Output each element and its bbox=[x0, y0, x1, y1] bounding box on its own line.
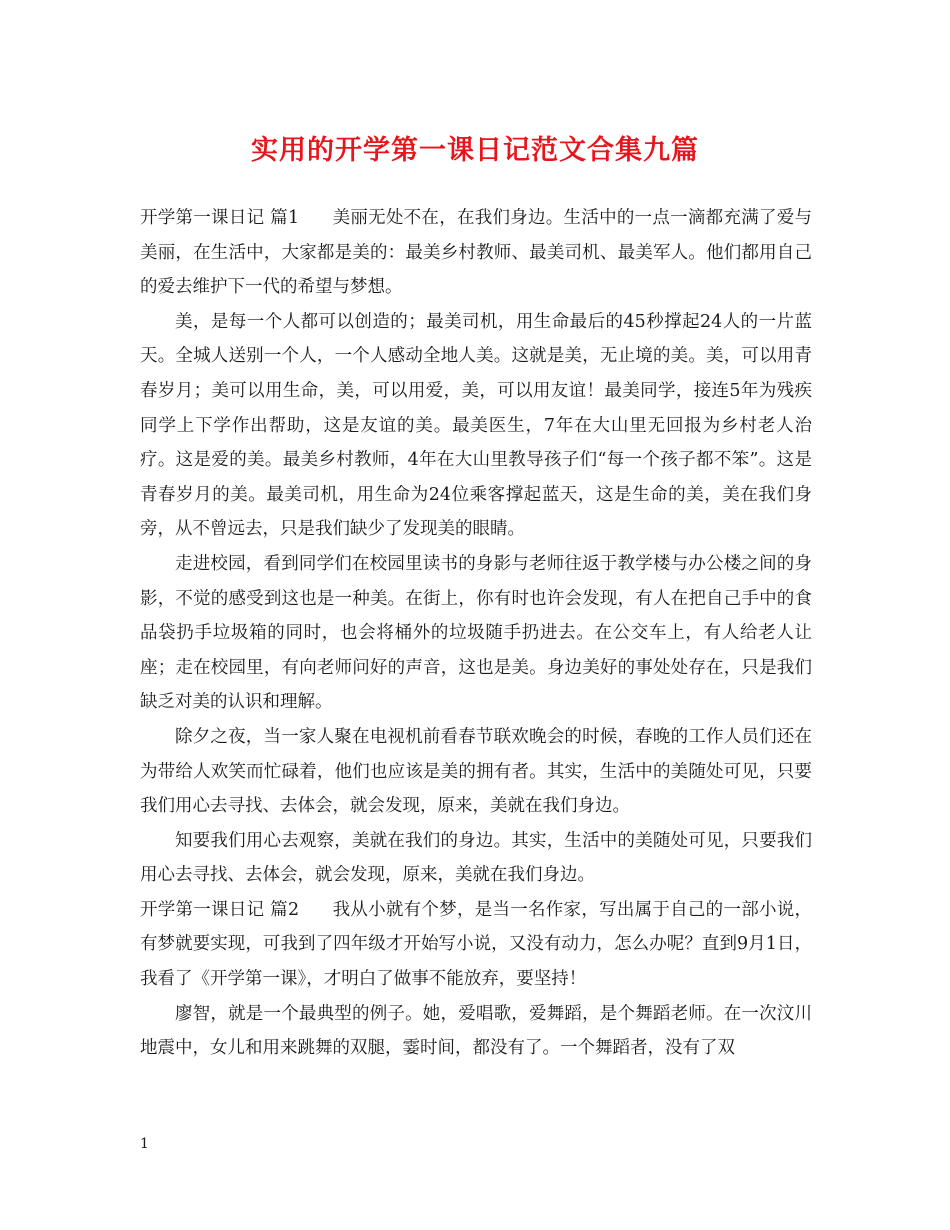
paragraph: 美，是每一个人都可以创造的；最美司机，用生命最后的45秒撑起24人的一片蓝天。全城人送别一个人，一个人感动全地人美。这就是美，无止境的美。美，可以用青春岁月；美可以用生命，美，可以用爱，美，可以用友谊！最美同学，接连5年为残疾同学上下学作出帮助，这是友谊的美。最美医生，7年在大山里无回报为乡村老人治疗。这是爱的美。最美乡村教师，4年在大山里教导孩子们“每一个孩子都不笨”。这是青春岁月的美。最美司机，用生命为24位乘客撑起蓝天，这是生命的美，美在我们身旁，从不曾远去，只是我们缺少了发现美的眼睛。 bbox=[140, 311, 812, 540]
section-2-intro bbox=[140, 893, 812, 997]
section-1-first-paragraph: 美丽无处不在，在我们身边。生活中的一点一滴都充满了爱与美丽，在生活中，大家都是美的：最美乡村教师、最美司机、最美军人。他们都用自己的爱去维护下一代的希望与梦想。 bbox=[140, 208, 813, 298]
section-2-first-paragraph: 我从小就有个梦，是当一名作家，写出属于自己的一部小说，有梦就要实现，可我到了四年级才开始写小说，又没有动力，怎么办呢？直到9月1日，我看了《开学第一课》，才明白了做事不能放弃，要坚持！ bbox=[140, 899, 813, 990]
section-1-label: 开学第一课日记 篇1 bbox=[140, 208, 300, 228]
document-title: 实用的开学第一课日记范文合集九篇 bbox=[251, 135, 699, 166]
document-body bbox=[140, 201, 812, 1066]
paragraph: 知要我们用心去观察，美就在我们的身边。其实，生活中的美随处可见，只要我们用心去寻找、去体会，就会发现，原来，美就在我们身边。 bbox=[140, 830, 812, 886]
paragraph: 廖智，就是一个最典型的例子。她，爱唱歌，爱舞蹈，是个舞蹈老师。在一次汶川地震中，女儿和用来跳舞的双腿，霎时间，都没有了。一个舞蹈者，没有了双 bbox=[140, 1003, 812, 1059]
section-1-intro bbox=[140, 201, 812, 305]
section-2-label: 开学第一课日记 篇2 bbox=[140, 899, 300, 920]
page-number: 1 bbox=[140, 1136, 149, 1152]
paragraph: 走进校园，看到同学们在校园里读书的身影与老师往返于教学楼与办公楼之间的身影，不觉的感受到这也是一种美。在街上，你有时也许会发现，有人在把自己手中的食品袋扔手垃圾箱的同时，也会将桶外的垃圾随手扔进去。在公交车上，有人给老人让座；走在校园里，有向老师问好的声音，这也是美。身边美好的事处处存在，只是我们缺乏对美的认识和理解。 bbox=[140, 553, 812, 713]
paragraph: 除夕之夜，当一家人聚在电视机前看春节联欢晚会的时候，春晚的工作人员们还在为带给人欢笑而忙碌着，他们也应该是美的拥有者。其实，生活中的美随处可见，只要我们用心去寻找、去体会，就会发现，原来，美就在我们身边。 bbox=[140, 726, 812, 817]
